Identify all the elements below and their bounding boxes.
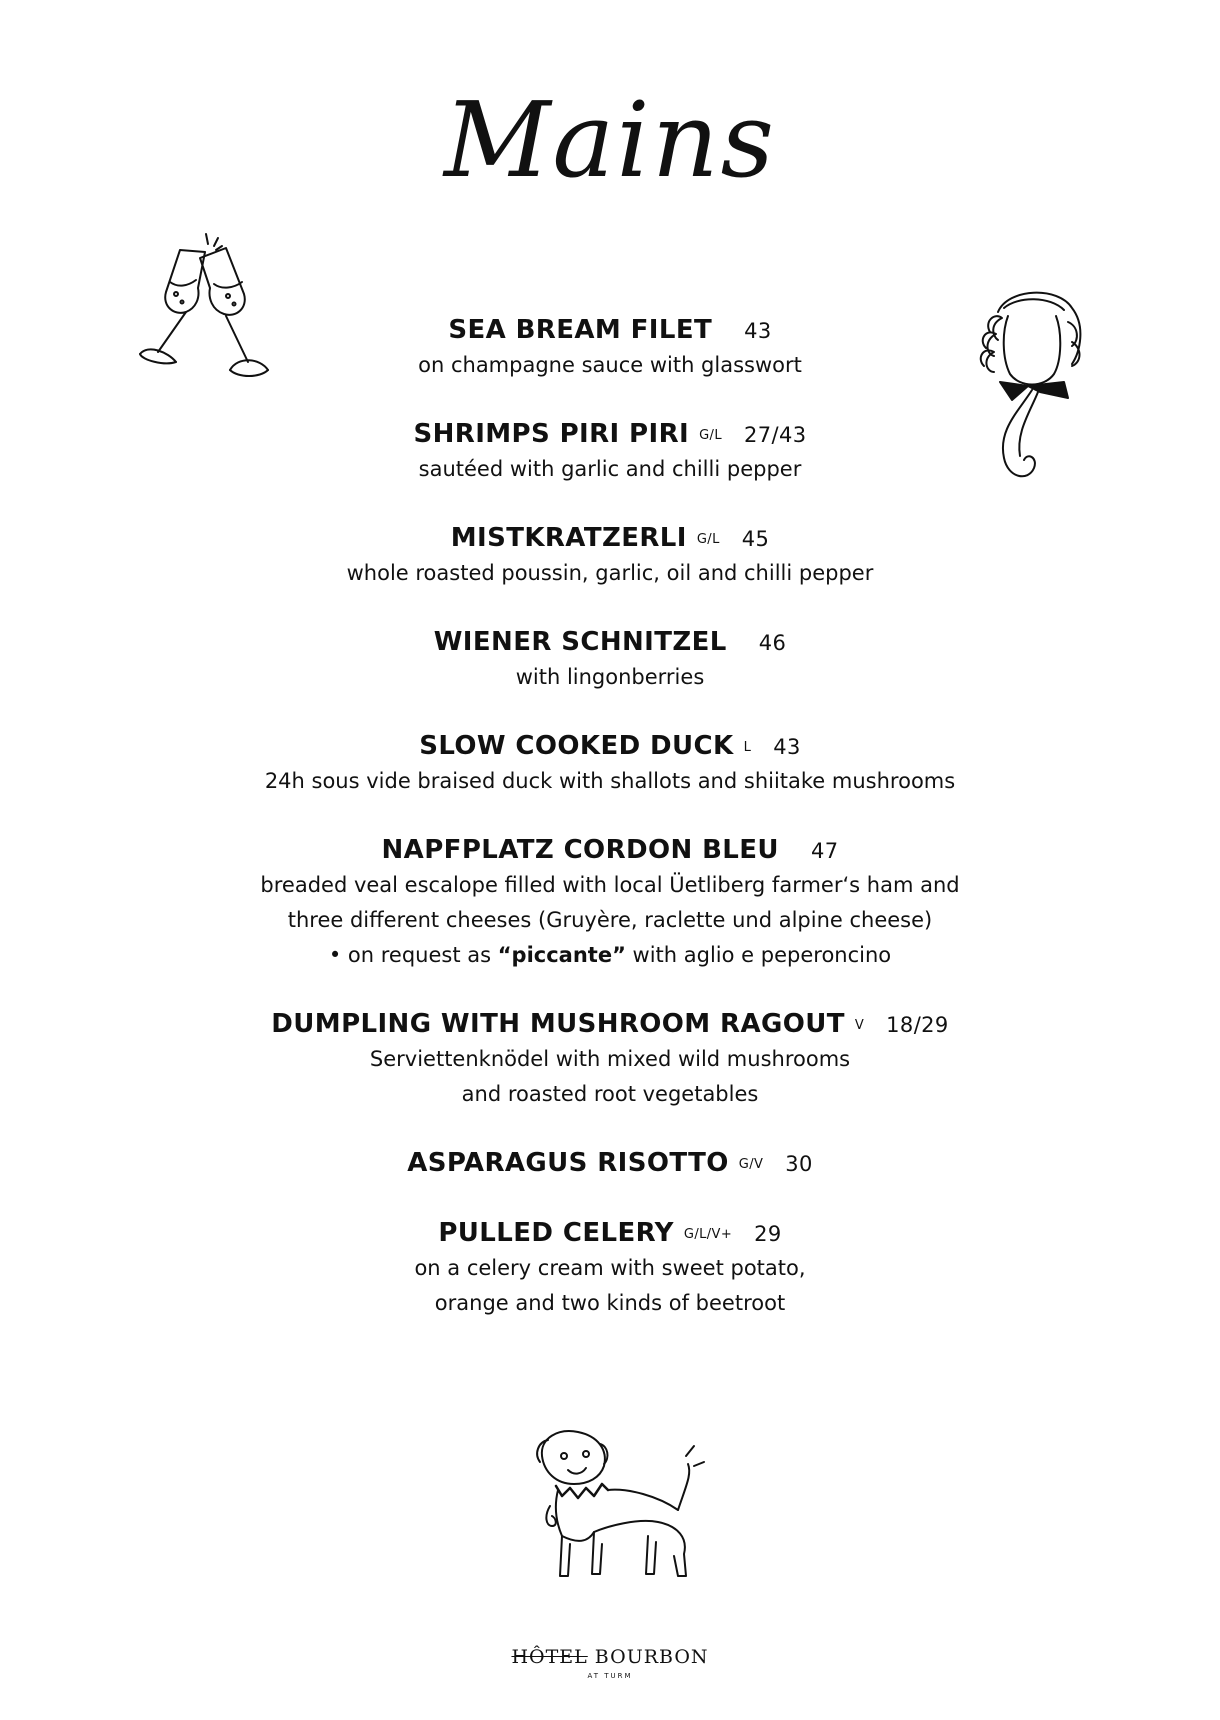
dish-description: whole roasted poussin, garlic, oil and chilli pepper — [346, 561, 874, 585]
note-prefix: • on request as — [328, 943, 498, 967]
dish-price: 18/29 — [886, 1013, 949, 1037]
dish-name: DUMPLING WITH MUSHROOM RAGOUT — [271, 1009, 845, 1039]
dish-name: ASPARAGUS RISOTTO — [407, 1148, 729, 1178]
dish-description: 24h sous vide braised duck with shallots and shiitake mushrooms — [264, 769, 956, 793]
dish-description: breaded veal escalope filled with local Üetliberg farmer‘s ham and — [260, 873, 960, 897]
menu-item — [0, 833, 1220, 973]
menu-item — [0, 625, 1220, 695]
dish-name: SLOW COOKED DUCK — [419, 731, 734, 761]
pug-dog-icon — [528, 1426, 708, 1586]
dish-name: WIENER SCHNITZEL — [433, 627, 727, 657]
dish-description: Serviettenknödel with mixed wild mushrooms — [369, 1047, 851, 1071]
note-suffix: with aglio e peperoncino — [625, 943, 892, 967]
menu-item — [0, 521, 1220, 591]
logo-strike-word: HÔTEL — [511, 1646, 588, 1668]
dish-price: 45 — [741, 527, 770, 551]
logo-subtitle: AT TURM — [587, 1672, 633, 1680]
dish-price: 43 — [744, 319, 772, 343]
dish-price: 27/43 — [743, 423, 807, 447]
dish-description: on champagne sauce with glasswort — [418, 353, 802, 377]
dish-tag: G/L — [696, 532, 720, 547]
menu-item — [0, 1216, 1220, 1321]
dish-price: 43 — [773, 735, 801, 759]
hotel-logo — [0, 1646, 1220, 1680]
dish-name: PULLED CELERY — [438, 1218, 674, 1248]
dish-tag: G/V — [738, 1157, 764, 1172]
menu-item — [0, 313, 1220, 383]
dish-description: on a celery cream with sweet potato, — [414, 1256, 806, 1280]
menu-item — [0, 729, 1220, 799]
dish-tag: L — [743, 740, 752, 755]
menu-item — [0, 417, 1220, 487]
dish-price: 47 — [810, 839, 839, 863]
dish-name: SHRIMPS PIRI PIRI — [413, 419, 690, 449]
dish-description: and roasted root vegetables — [461, 1082, 759, 1106]
dish-description: sautéed with garlic and chilli pepper — [418, 457, 802, 481]
dish-price: 30 — [785, 1152, 813, 1176]
dish-tag: G/L/V+ — [683, 1227, 733, 1242]
logo-word: BOURBON — [587, 1646, 709, 1668]
dish-tag: V — [854, 1018, 865, 1033]
dish-name: NAPFPLATZ CORDON BLEU — [381, 835, 779, 865]
page-title: Mains — [443, 79, 777, 201]
menu-item — [0, 1146, 1220, 1181]
dish-description: three different cheeses (Gruyère, raclette und alpine cheese) — [287, 908, 933, 932]
dish-note — [0, 938, 1220, 973]
dish-description: orange and two kinds of beetroot — [434, 1291, 786, 1315]
dish-tag: G/L — [699, 428, 722, 443]
menu-item — [0, 1007, 1220, 1112]
dish-description: with lingonberries — [515, 665, 705, 689]
dish-name: MISTKRATZERLI — [450, 523, 687, 553]
note-bold: “piccante” — [497, 943, 626, 967]
dish-name: SEA BREAM FILET — [448, 315, 713, 345]
dish-price: 29 — [754, 1222, 782, 1246]
dish-price: 46 — [758, 631, 787, 655]
